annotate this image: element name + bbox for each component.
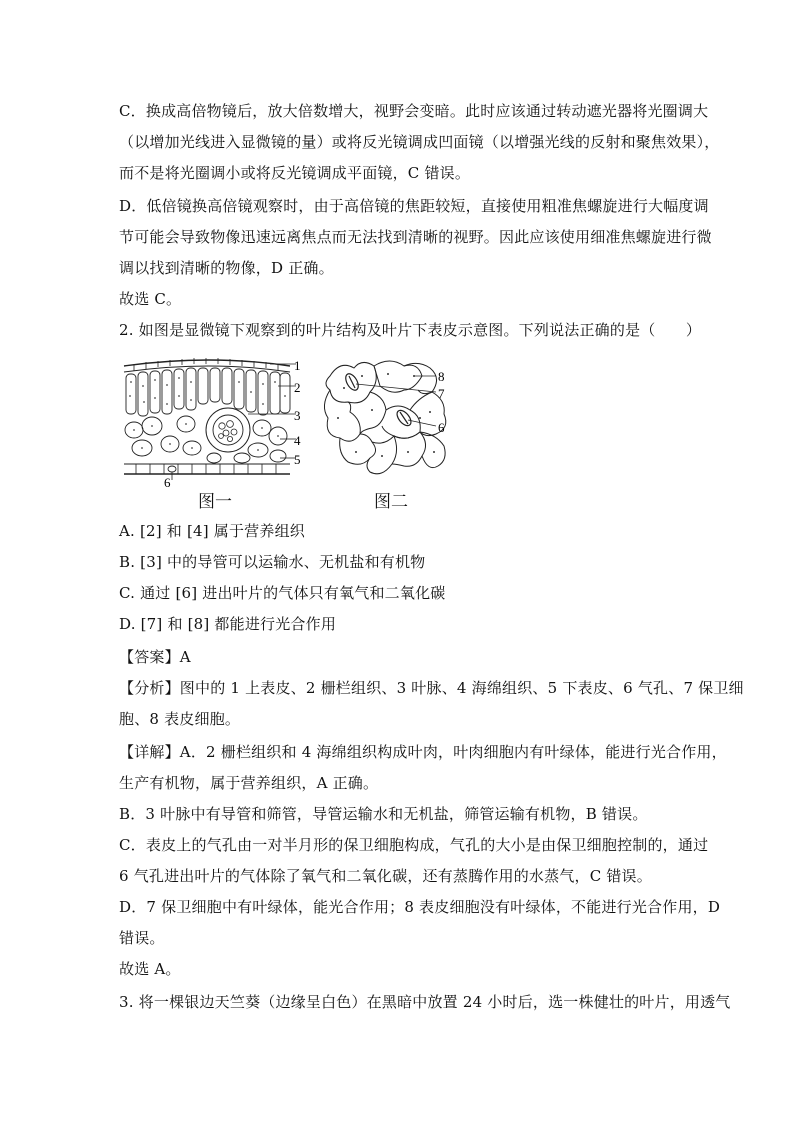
figure-caption: 图二	[374, 492, 408, 512]
text-line: （以增加光线进入显微镜的量）或将反光镜调成凹面镜（以增强光线的反射和聚焦效果），	[119, 133, 720, 151]
explanation-line: 6 气孔进出叶片的气体除了氧气和二氧化碳，还有蒸腾作用的水蒸气，C 错误。	[119, 867, 652, 885]
fig1-label: 2	[294, 380, 301, 395]
figure-caption: 图一	[198, 492, 232, 512]
option-c: C. 通过 [6] 进出叶片的气体只有氧气和二氧化碳	[119, 584, 446, 602]
text-line: 节可能会导致物像迅速远离焦点而无法找到清晰的视野。因此应该使用细准焦螺旋进行微	[119, 228, 712, 246]
fig1-label-6	[160, 474, 180, 492]
fig1-label: 5	[294, 452, 301, 467]
analysis-line: 【分析】图中的 1 上表皮、2 栅栏组织、3 叶脉、4 海绵组织、5 下表皮、6 气孔、7 保卫细	[119, 679, 744, 697]
explanation-line: 生产有机物，属于营养组织，A 正确。	[119, 774, 379, 792]
explanation-line: B．3 叶脉中有导管和筛管，导管运输水和无机盐，筛管运输有机物，B 错误。	[119, 805, 648, 823]
text-line: C．换成高倍物镜后，放大倍数增大，视野会变暗。此时应该通过转动遮光器将光圈调大	[119, 102, 709, 120]
answer: 【答案】A	[119, 648, 191, 666]
explanation-line: 故选 A。	[119, 960, 181, 978]
fig1-label: 4	[294, 433, 301, 448]
fig2-label: 7	[438, 386, 445, 401]
analysis-line: 胞、8 表皮细胞。	[119, 710, 241, 728]
option-d: D. [7] 和 [8] 都能进行光合作用	[119, 615, 337, 633]
text-line: 故选 C。	[119, 290, 182, 308]
fig2-label: 8	[438, 369, 445, 384]
explanation-line: 【详解】A．2 栅栏组织和 4 海绵组织构成叶肉，叶肉细胞内有叶绿体，能进行光合作用，	[119, 743, 727, 761]
text-line: D．低倍镜换高倍镜观察时，由于高倍镜的焦距较短，直接使用粗准焦螺旋进行大幅度调	[119, 197, 709, 215]
fig1-label: 6	[164, 475, 171, 490]
fig1-label: 1	[294, 358, 301, 373]
explanation-line: 错误。	[119, 929, 165, 947]
stoma	[343, 372, 361, 393]
lower-epidermis-figure	[318, 356, 478, 484]
text-line: 调以找到清晰的物像，D 正确。	[119, 259, 334, 277]
option-b: B. [3] 中的导管可以运输水、无机盐和有机物	[119, 553, 426, 571]
explanation-line: C．表皮上的气孔由一对半月形的保卫细胞构成，气孔的大小是由保卫细胞控制的，通过	[119, 836, 709, 854]
fig1-label: 3	[294, 408, 301, 423]
fig2-label: 6	[438, 420, 445, 435]
text-line: 而不是将光圈调小或将反光镜调成平面镜，C 错误。	[119, 164, 471, 182]
next-question-stem: 3. 将一棵银边天竺葵（边缘呈白色）在黑暗中放置 24 小时后，选一株健壮的叶片，用透气	[119, 993, 731, 1011]
question-stem: 2. 如图是显微镜下观察到的叶片结构及叶片下表皮示意图。下列说法正确的是（ ）	[119, 321, 702, 339]
fig1-labels	[290, 355, 310, 475]
option-a: A. [2] 和 [4] 属于营养组织	[119, 522, 305, 540]
fig2-labels	[434, 368, 454, 438]
explanation-line: D．7 保卫细胞中有叶绿体，能光合作用；8 表皮细胞没有叶绿体，不能进行光合作用，D	[119, 898, 721, 916]
